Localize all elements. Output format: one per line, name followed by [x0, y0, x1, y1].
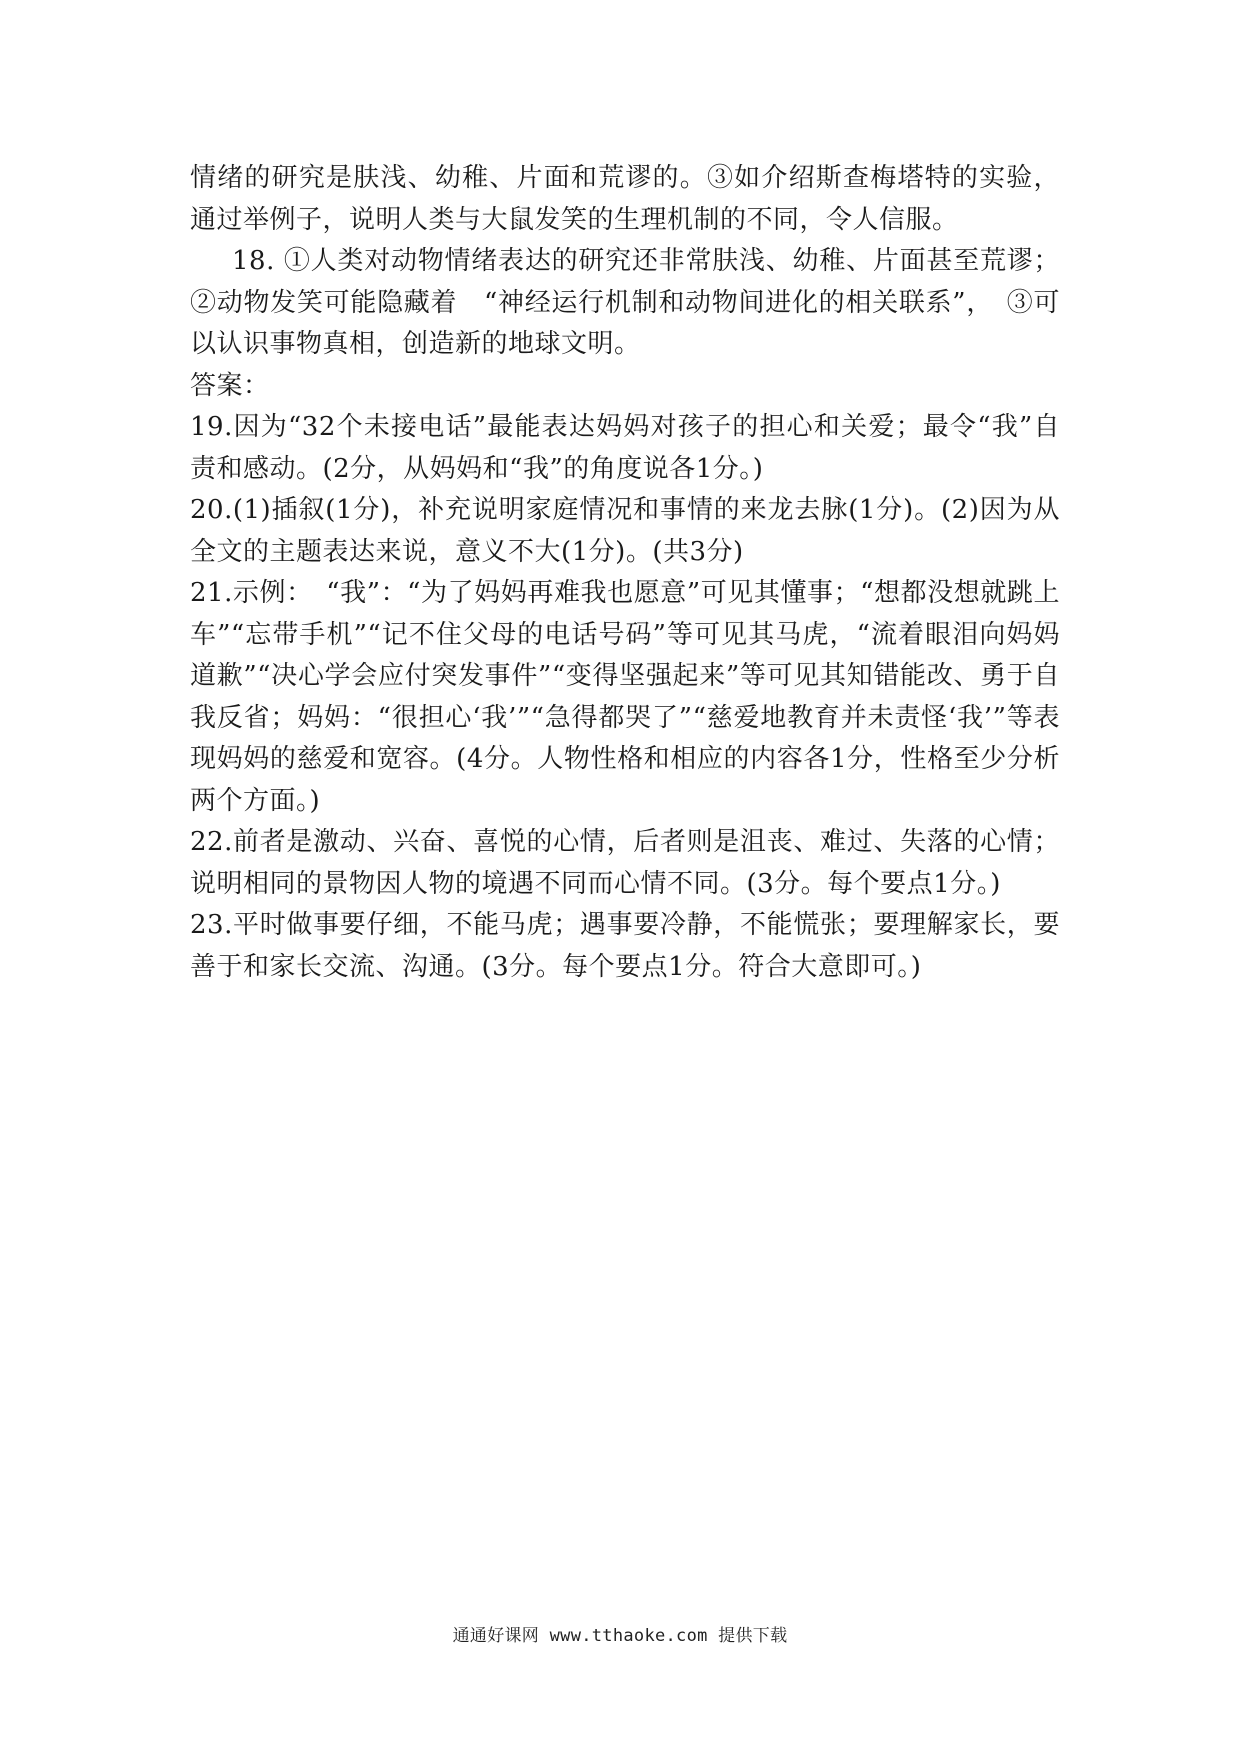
document-body	[190, 158, 1060, 988]
page-footer: 通通好课网 www.tthaoke.com 提供下载	[452, 1626, 788, 1646]
answer-heading: 答案：	[190, 370, 270, 401]
paragraph-continuation: 情绪的研究是肤浅、幼稚、片面和荒谬的。③如介绍斯查梅塔特的实验，通过举例子，说明人类与大鼠发笑的生理机制的不同，令人信服。	[190, 163, 1060, 235]
answer-21: 21.示例： “我”：“为了妈妈再难我也愿意”可见其懂事；“想都没想就跳上车”“忘带手机”“记不住父母的电话号码”等可见其马虎，“流着眼泪向妈妈道歉”“决心学会应付突发事件”“变得坚强起来”等可见其知错能改、勇于自我反省；妈妈：“很担心‘我’”“急得都哭了”“慈爱地教育并未责怪‘我’”等表现妈妈的慈爱和宽容。(4分。人物性格和相应的内容各1分，性格至少分析两个方面。)	[190, 578, 1060, 816]
answer-20: 20.(1)插叙(1分)，补充说明家庭情况和事情的来龙去脉(1分)。(2)因为从全文的主题表达来说，意义不大(1分)。(共3分)	[190, 495, 1060, 567]
answer-18: 18. ①人类对动物情绪表达的研究还非常肤浅、幼稚、片面甚至荒谬；②动物发笑可能隐藏着 “神经运行机制和动物间进化的相关联系”， ③可以认识事物真相，创造新的地球文明。	[190, 246, 1060, 359]
answer-19: 19.因为“32个未接电话”最能表达妈妈对孩子的担心和关爱；最令“我”自责和感动。(2分，从妈妈和“我”的角度说各1分。)	[190, 412, 1060, 484]
answer-22: 22.前者是激动、兴奋、喜悦的心情，后者则是沮丧、难过、失落的心情；说明相同的景物因人物的境遇不同而心情不同。(3分。每个要点1分。)	[190, 827, 1060, 899]
answer-23: 23.平时做事要仔细，不能马虎；遇事要冷静，不能慌张；要理解家长，要善于和家长交流、沟通。(3分。每个要点1分。符合大意即可。)	[190, 910, 1060, 982]
